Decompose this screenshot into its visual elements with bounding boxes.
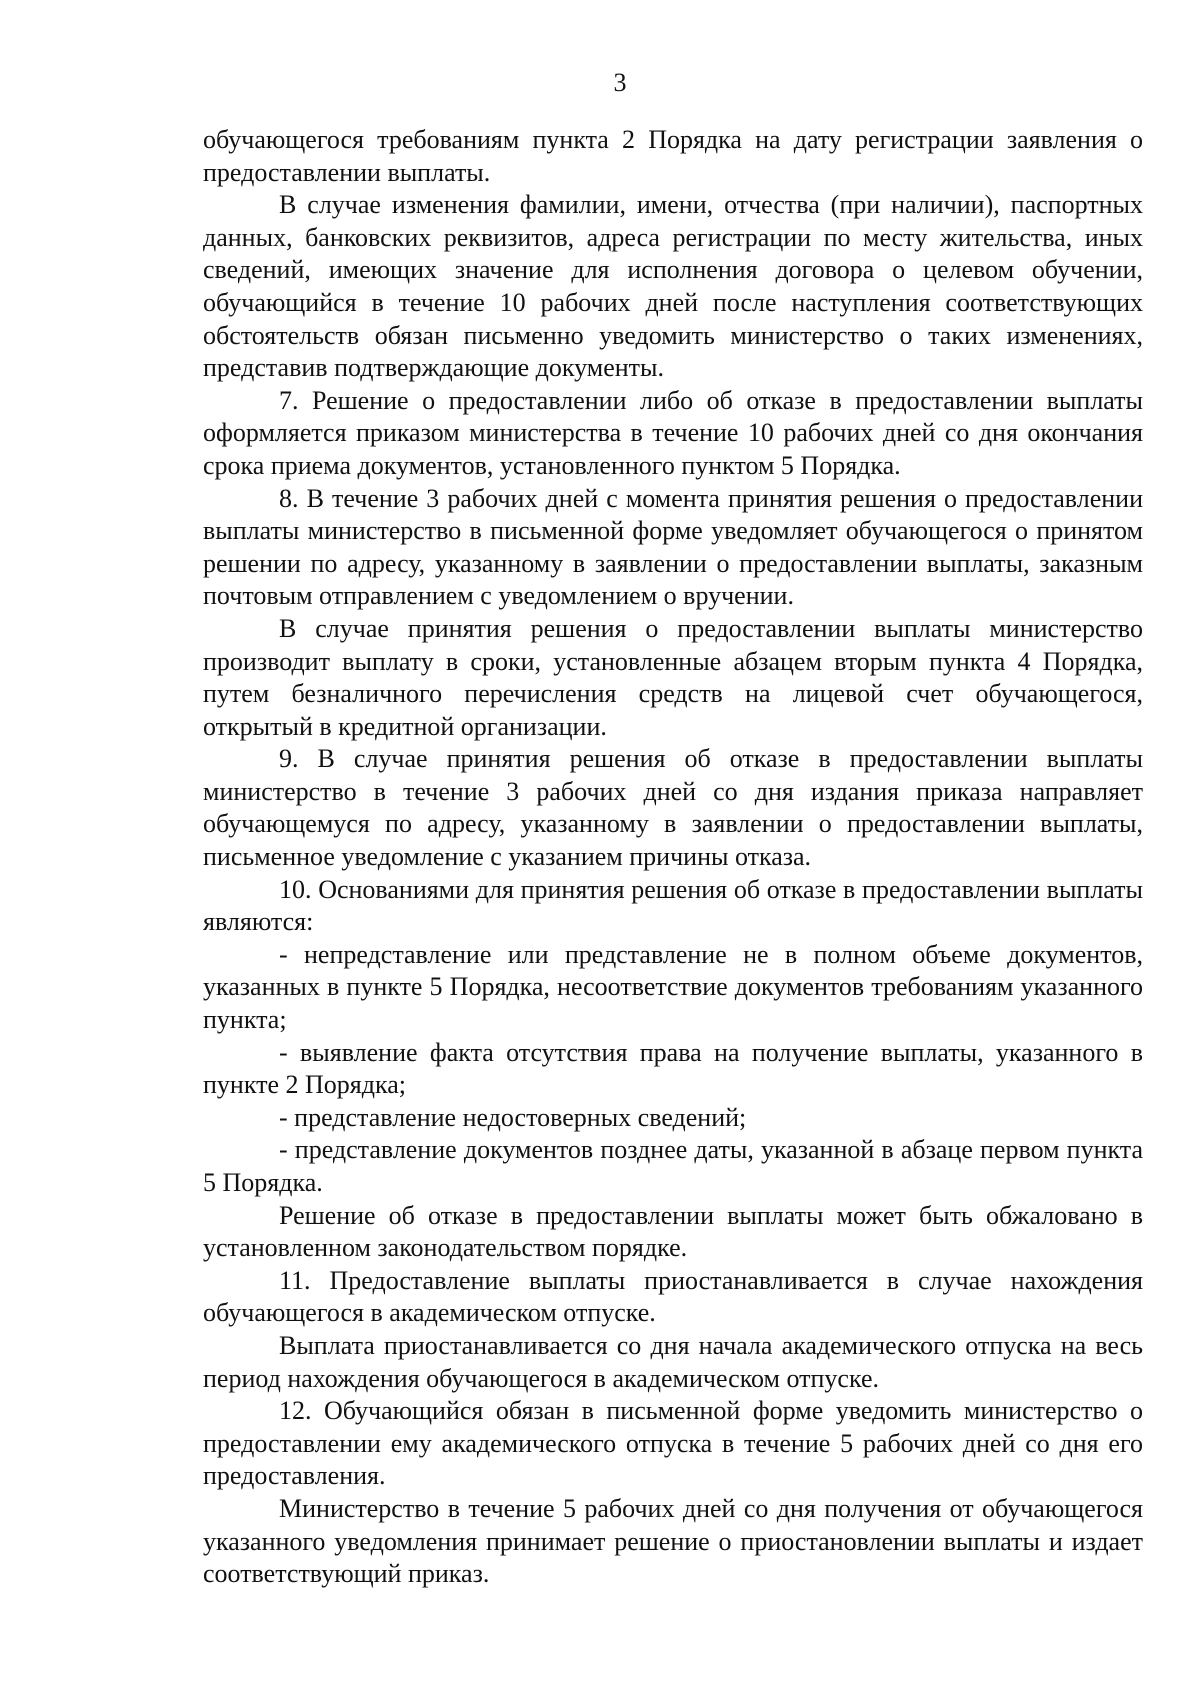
- paragraph-item-7: 7. Решение о предоставлении либо об отказе в предоставлении выплаты оформляется приказом министерства в течение 10 рабочих дней со дня окончания срока приема документов, установленного пунктом 5 Порядка.: [203, 385, 1143, 480]
- paragraph-item-11: 11. Предоставление выплаты приостанавливается в случае нахождения обучающегося в академическом отпуске.: [203, 1265, 1143, 1328]
- list-item-late-documents: - представление документов позднее даты, указанной в абзаце первом пункта 5 Порядка.: [203, 1135, 1143, 1197]
- paragraph-suspension-period: Выплата приостанавливается со дня начала академического отпуска на весь период нахождения обучающегося в академическом отпуске.: [203, 1330, 1143, 1393]
- paragraph-item-9: 9. В случае принятия решения об отказе в предоставлении выплаты министерство в течение 3 рабочих дней со дня издания приказа направляет обучающемуся по адресу, указанному в заявлении о предоставлении выплаты, письменное уведомление с указанием причины отказа.: [203, 744, 1143, 872]
- list-item-false-information: - представление недостоверных сведений;: [279, 1102, 747, 1132]
- paragraph-item-12: 12. Обучающийся обязан в письменной форме уведомить министерство о предоставлении ему академического отпуска в течение 5 рабочих дней со дня его предоставления.: [203, 1396, 1143, 1491]
- paragraph-appeal: Решение об отказе в предоставлении выплаты может быть обжаловано в установленном законодательством порядке.: [203, 1200, 1143, 1263]
- list-item-incomplete-documents: - непредставление или представление не в полном объеме документов, указанных в пункте 5 Порядка, несоответствие документов требованиям указанного пункта;: [203, 939, 1143, 1035]
- paragraph-change-of-details: В случае изменения фамилии, имени, отчества (при наличии), паспортных данных, банковских реквизитов, адреса регистрации по месту жительства, иных сведений, имеющих значение для исполнения договора о целевом обучении, обучающийся в течение 10 рабочих дней после наступления соответствующих обстоятельств обязан письменно уведомить министерство о таких изменениях, представив подтверждающие документы.: [203, 190, 1143, 383]
- paragraph-item-8: 8. В течение 3 рабочих дней с момента принятия решения о предоставлении выплаты министерство в письменной форме уведомляет обучающегося о принятом решении по адресу, указанному в заявлении о предоставлении выплаты, заказным почтовым отправлением с уведомлением о вручении.: [203, 483, 1143, 611]
- list-item-no-right: - выявление факта отсутствия права на получение выплаты, указанного в пункте 2 Порядка;: [203, 1037, 1143, 1100]
- paragraph-item-10: 10. Основаниями для принятия решения об отказе в предоставлении выплаты являются:: [203, 874, 1143, 937]
- paragraph-suspension-decision: Министерство в течение 5 рабочих дней со дня получения от обучающегося указанного уведомления принимает решение о приостановлении выплаты и издает соответствующий приказ.: [203, 1493, 1143, 1589]
- document-body: [203, 124, 1143, 1591]
- paragraph-continuation: обучающегося требованиям пункта 2 Порядка на дату регистрации заявления о предоставлении выплаты.: [203, 125, 1143, 187]
- paragraph-payment-terms: В случае принятия решения о предоставлении выплаты министерство производит выплату в сроки, установленные абзацем вторым пункта 4 Порядка, путем безналичного перечисления средств на лицевой счет обучающегося, открытый в кредитной организации.: [203, 613, 1143, 741]
- page-number: 3: [613, 68, 627, 97]
